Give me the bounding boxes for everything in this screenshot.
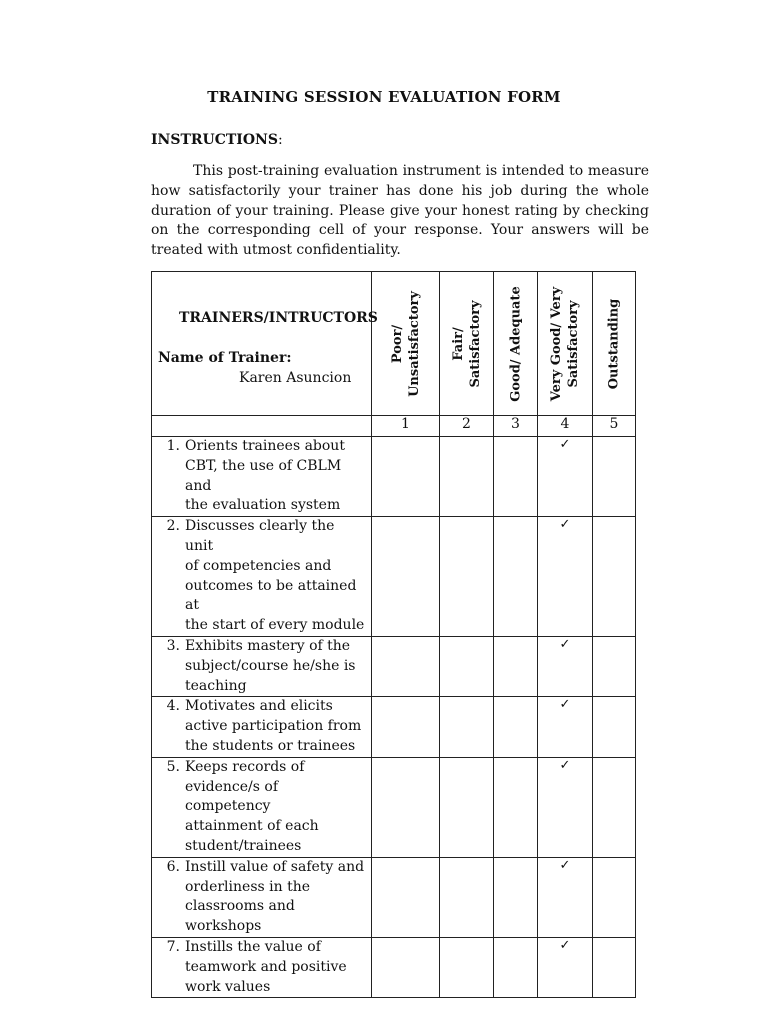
criterion-cell [152,517,372,637]
rating-header-line: Very Good/ Very [549,286,564,401]
trainer-name-value: Karen Asuncion [239,370,352,386]
rating-cell-1[interactable] [372,757,440,857]
check-mark-icon: ✓ [559,697,571,713]
rating-cell-3[interactable] [494,697,538,757]
instructions-heading [151,132,283,148]
criterion-line: Keeps records of [185,758,305,775]
evaluation-table [151,271,636,998]
criterion-cell [152,937,372,997]
criterion-line: CBT, the use of CBLM and [185,457,342,494]
criterion-text [185,637,367,696]
criterion-number: 4. [166,698,180,715]
rating-cell-1[interactable] [372,937,440,997]
rating-cell-2[interactable] [440,517,494,637]
criterion-line: teaching [185,677,247,694]
rating-cell-5[interactable] [593,636,636,696]
rating-number-2: 2 [440,416,494,437]
rating-header-poor [372,272,440,416]
criterion-number: 2. [166,518,180,535]
criterion-line: active participation from [185,718,362,735]
rating-cell-4[interactable] [538,697,593,757]
table-row [152,437,636,517]
check-mark-icon: ✓ [559,636,571,652]
instructions-colon: : [277,132,283,148]
rating-cell-5[interactable] [593,757,636,857]
criterion-number: 6. [166,858,180,875]
blank-number-cell [152,416,372,437]
instructions-text: This post-training evaluation instrument is intended to measure how satisfactorily your trainer has done his job during the whole duration of your training. Please give your honest rating by checking on the corresponding cell of your response. Your answers will be treated with utmost confidentiality. [151,163,649,259]
criterion-line: the students or trainees [185,737,356,754]
rating-header-line: Poor/ [389,324,405,363]
criterion-line: classrooms and [185,898,295,915]
check-mark-icon: ✓ [559,437,571,452]
rating-header-fair [440,272,494,416]
criterion-line: Motivates and elicits [185,698,333,715]
rating-number-3: 3 [494,416,538,437]
table-header-row [152,272,636,416]
criterion-line: Orients trainees about [185,438,345,454]
rating-cell-4[interactable] [538,757,593,857]
table-row [152,697,636,757]
rating-cell-5[interactable] [593,517,636,637]
rating-cell-2[interactable] [440,636,494,696]
rating-cell-3[interactable] [494,517,538,637]
check-mark-icon: ✓ [559,937,571,953]
rating-cell-3[interactable] [494,437,538,517]
criterion-text [185,858,367,937]
criterion-line: of competencies and [185,557,332,574]
criterion-line: subject/course he/she is [185,657,356,674]
criterion-line: Exhibits mastery of the [185,637,351,654]
table-row [152,636,636,696]
criterion-number: 1. [166,438,180,454]
rating-cell-4[interactable] [538,636,593,696]
criterion-line: outcomes to be attained at [185,577,357,614]
rating-cell-2[interactable] [440,437,494,517]
table-row [152,517,636,637]
rating-cell-4[interactable] [538,437,593,517]
rating-header-line: Good/ Adequate [508,285,523,402]
criterion-number: 3. [166,637,180,654]
rating-cell-1[interactable] [372,857,440,937]
criterion-line: Instill value of safety and [185,858,365,875]
table-row [152,857,636,937]
table-row [152,757,636,857]
criterion-line: Instills the value of [185,938,321,955]
criterion-text [185,517,367,636]
criterion-item [152,938,371,997]
rating-number-5: 5 [593,416,636,437]
criterion-item [152,858,371,937]
rating-number-1: 1 [372,416,440,437]
rating-header-very-good [538,272,593,416]
check-mark-icon: ✓ [559,857,571,873]
trainer-header-cell [152,272,378,416]
criterion-text [185,697,367,756]
criterion-item [152,758,371,857]
criterion-number: 7. [166,938,180,955]
criterion-cell [152,697,372,757]
criterion-line: orderliness in the [185,878,311,895]
trainer-name-label: Name of Trainer: [158,350,292,366]
criterion-number: 5. [166,758,180,775]
criterion-cell [152,757,372,857]
rating-header-line: Outstanding [606,298,622,389]
criterion-line: workshops [185,918,262,935]
criterion-text [185,758,367,857]
rating-cell-5[interactable] [593,937,636,997]
rating-cell-3[interactable] [494,937,538,997]
criterion-item [152,437,371,516]
rating-cell-1[interactable] [372,636,440,696]
rating-cell-1[interactable] [372,697,440,757]
rating-header-line: Unsatisfactory [406,290,422,397]
rating-cell-2[interactable] [440,937,494,997]
check-mark-icon: ✓ [559,757,571,773]
rating-cell-3[interactable] [494,757,538,857]
criterion-cell [152,636,372,696]
rating-header-outstanding [593,272,636,416]
rating-cell-1[interactable] [372,517,440,637]
criterion-line: the evaluation system [185,497,341,514]
rating-cell-4[interactable] [538,517,593,637]
rating-header-line: Fair/ [450,326,466,361]
rating-header-good [494,272,538,416]
rating-cell-2[interactable] [440,697,494,757]
rating-number-row [152,416,636,437]
check-mark-icon: ✓ [559,517,571,533]
rating-cell-3[interactable] [494,857,538,937]
table-row [152,937,636,997]
criterion-line: work values [185,978,271,995]
criterion-cell [152,437,372,517]
rating-cell-3[interactable] [494,636,538,696]
rating-cell-5[interactable] [593,697,636,757]
rating-header-line: Satisfactory [566,299,581,388]
form-title: TRAINING SESSION EVALUATION FORM [207,88,561,106]
criterion-line: the start of every module [185,617,365,634]
criterion-line: teamwork and positive [185,958,347,975]
criterion-line: evidence/s of competency [185,778,279,815]
rating-header-line: Satisfactory [467,299,483,388]
criterion-line: attainment of each [185,818,319,835]
rating-cell-4[interactable] [538,857,593,937]
rating-cell-5[interactable] [593,437,636,517]
rating-cell-1[interactable] [372,437,440,517]
criterion-cell [152,857,372,937]
rating-number-4: 4 [538,416,593,437]
criterion-line: Discusses clearly the unit [185,518,335,554]
criterion-text [185,938,367,997]
rating-cell-2[interactable] [440,757,494,857]
criterion-item [152,637,371,696]
trainers-label: TRAINERS/INTRUCTORS [179,310,378,326]
criterion-text [185,437,367,516]
criterion-item [152,517,371,636]
rating-cell-5[interactable] [593,857,636,937]
rating-cell-2[interactable] [440,857,494,937]
instructions-heading-text: INSTRUCTIONS [151,132,278,148]
criterion-item [152,697,371,756]
rating-cell-4[interactable] [538,937,593,997]
criterion-line: student/trainees [185,837,302,854]
